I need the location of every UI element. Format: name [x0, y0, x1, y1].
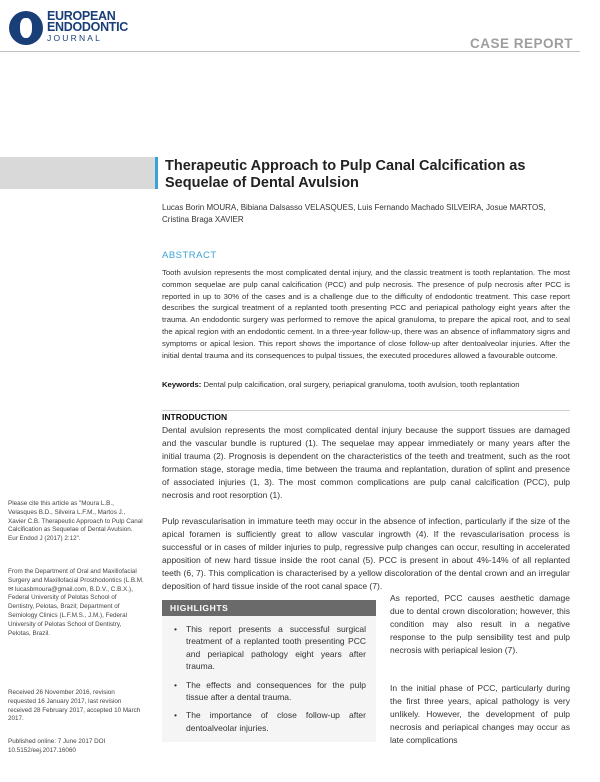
publication-note: Published online: 7 June 2017 DOI 10.5152/eej.2017.16060 — [8, 738, 106, 754]
highlight-text: This report presents a successful surgical treatment of a replanted tooth presenting PCC and periapical pathology eight years after trauma. — [186, 624, 366, 672]
keywords-label: Keywords: — [162, 380, 202, 389]
body-paragraph-3: As reported, PCC causes aesthetic damage due to dental crown discoloration; however, this condition may also result in a negative response to the pulp sensibility test and pulp necrosis with periapical lesion (7). — [390, 593, 570, 655]
logo-wordmark — [47, 11, 128, 44]
highlights-heading: HIGHLIGHTS — [162, 600, 376, 616]
bullet-icon: • — [174, 710, 177, 721]
highlight-text: The effects and consequences for the pulp tissue after a dental trauma. — [186, 679, 366, 703]
keywords — [162, 379, 570, 390]
body-paragraph-2: Pulp revascularisation in immature teeth may occur in the absence of infection, particularly if the size of the apical foramen is sufficiently great to allow vascular ingrowth (4). If the revascularisation process is successful or in cases of milder injuries to pulp, regressive pulp changes can occur, resulting in accelerated apposition of new hard tissue inside the root canal (5). PCC is present in about 4%-14% of all replanted teeth (6, 7). This complication is characterised by a yellow discoloration of the dental crown and an irregular deposition of hard tissue inside of the root canal space (7). — [162, 516, 570, 591]
body-paragraph-1: Dental avulsion represents the most complicated dental injury because the support tissues are damaged and the vascular bundle is ruptured (1). The sequelae may appear immediately or many years after the initial trauma (2). Prognosis is dependent on the characteristics of the teeth and treatment, such as the root formation stage, storage media, time between the trauma and replantation, duration of splint and presence of associated injuries (1, 3). The most common complications are pulp canal calcification (PCC), pulp necrosis and root resorption (1). — [162, 425, 570, 500]
section-label: CASE REPORT — [469, 36, 573, 51]
logo-line-1: EUROPEAN — [47, 9, 116, 23]
title-bar-decoration — [0, 157, 158, 189]
introduction-heading: INTRODUCTION — [162, 412, 228, 422]
header-divider — [0, 51, 580, 52]
highlight-item — [174, 679, 366, 704]
logo-line-2: ENDODONTIC — [47, 20, 129, 34]
abstract-text: Tooth avulsion represents the most complicated dental injury, and the classic treatment is tooth replantation. The most common sequelae are pulp canal calcification (PCC) and pulp necrosis. The presence of pulp necrosis after PCC is reported in up to 30% of the cases and is a challenge due to the difficulty of endodontic treatment. This case report describes the surgical treatment of a replanted tooth presenting PCC and periapical pathology eight years after the trauma. An endodontic surgery was performed to remove the apical granuloma, to prepare the apical root, and to seal the apical region with an endodontic cement. In a three-year follow-up, there was an absence of inflammatory signs and symptoms or apical lesion. This report shows the importance of close follow-up after dentoalveolar injuries. After the initial dental trauma and its consequences to pulpal tissues, the executed procedures allowed a favourable outcome. — [162, 268, 570, 360]
dates-note: Received 26 November 2016, revision requested 16 January 2017, last revision received 28 February 2017, accepted 10 March 2017. — [8, 689, 141, 723]
abstract-heading: ABSTRACT — [162, 250, 217, 261]
highlight-text: The importance of close follow-up after dentoalveolar injuries. — [186, 710, 366, 733]
highlights-list — [162, 616, 376, 734]
bullet-icon: • — [174, 679, 177, 690]
journal-logo — [9, 11, 127, 49]
citation-note: Please cite this article as "Moura L.B., Velasques B.D., Silveira L.F.M., Martos J., Xavier C.B. Therapeutic Approach to Pulp Canal Calcification as Sequelae of Dental Avulsion. Eur Endod J (2017) 2:12". — [8, 500, 143, 543]
bullet-icon: • — [174, 624, 177, 634]
body-paragraph-4: In the initial phase of PCC, particularly during the first three years, apical pathology is very unlikely. However, the development of pulp necrosis and periapical changes may occur as late complications — [390, 683, 570, 745]
logo-line-3: JOURNAL — [47, 33, 103, 43]
keywords-text: Dental pulp calcification, oral surgery, periapical granuloma, tooth avulsion, tooth replantation — [203, 380, 520, 389]
highlight-item — [174, 623, 366, 673]
author-list: Lucas Borin MOURA, Bibiana Dalsasso VELASQUES, Luis Fernando Machado SILVEIRA, Josue MARTOS, Cristina Braga XAVIER — [162, 203, 546, 224]
highlight-item — [174, 709, 366, 734]
article-title: Therapeutic Approach to Pulp Canal Calcification as Sequelae of Dental Avulsion — [165, 158, 526, 191]
intro-divider — [162, 410, 570, 411]
highlights-box — [162, 600, 376, 742]
affiliations-note: From the Department of Oral and Maxillofacial Surgery and Maxillofacial Prosthodontics (L.B.M. ✉ lucasbmoura@gmail.com, B.D.V., C.B.X.), Federal University of Pelotas School of Dentistry, Pelotas, Brazil; Department of Semiology Clinics (L.F.M.S., J.M.), Federal University of Pelotas School of Dentistry, Pelotas, Brazil. — [8, 568, 144, 637]
tooth-logo-icon — [9, 11, 43, 45]
title-accent-bar — [155, 157, 158, 189]
